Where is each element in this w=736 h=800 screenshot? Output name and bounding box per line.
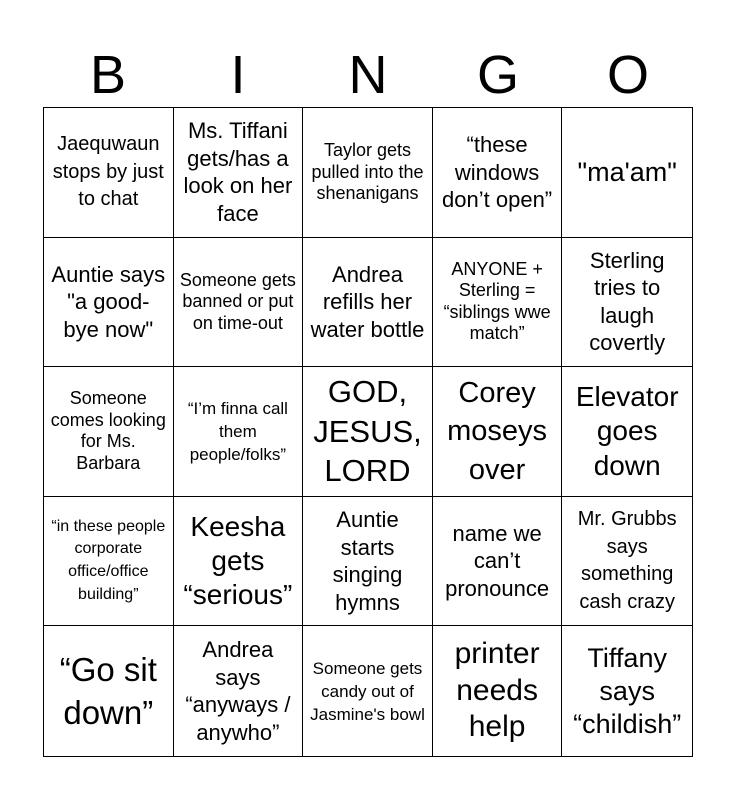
bingo-cell-r5c4[interactable]: printer needs help	[433, 626, 563, 756]
bingo-cell-r2c1[interactable]: Auntie says "a good-bye now"	[44, 238, 174, 368]
bingo-cell-r1c1[interactable]: Jaequwaun stops by just to chat	[44, 108, 174, 238]
bingo-cell-r5c3[interactable]: Someone gets candy out of Jasmine's bowl	[303, 626, 433, 756]
header-letter-n: N	[348, 45, 388, 105]
bingo-cell-r4c4[interactable]: name we can’t pronounce	[433, 497, 563, 627]
bingo-cell-r4c1[interactable]: “in these people corporate office/office building”	[44, 497, 174, 627]
bingo-header	[43, 46, 693, 104]
bingo-cell-r2c5[interactable]: Sterling tries to laugh covertly	[562, 238, 692, 368]
header-letter-g: G	[476, 45, 519, 105]
bingo-cell-r1c3[interactable]: Taylor gets pulled into the shenanigans	[303, 108, 433, 238]
bingo-cell-r4c2[interactable]: Keesha gets “serious”	[174, 497, 304, 627]
bingo-cell-r4c3[interactable]: Auntie starts singing hymns	[303, 497, 433, 627]
header-letter-o: O	[606, 45, 649, 105]
bingo-cell-r1c2[interactable]: Ms. Tiffani gets/has a look on her face	[174, 108, 304, 238]
bingo-cell-r1c5[interactable]: "ma'am"	[562, 108, 692, 238]
bingo-cell-r2c4[interactable]: ANYONE + Sterling = “siblings wwe match”	[433, 238, 563, 368]
bingo-cell-r4c5[interactable]: Mr. Grubbs says something cash crazy	[562, 497, 692, 627]
header-letter-i: I	[230, 45, 246, 105]
bingo-cell-r3c1[interactable]: Someone comes looking for Ms. Barbara	[44, 367, 174, 497]
bingo-cell-r3c5[interactable]: Elevator goes down	[562, 367, 692, 497]
bingo-cell-r3c3[interactable]: GOD, JESUS, LORD	[303, 367, 433, 497]
bingo-cell-r5c2[interactable]: Andrea says “anyways / anywho”	[174, 626, 304, 756]
bingo-cell-r2c3[interactable]: Andrea refills her water bottle	[303, 238, 433, 368]
bingo-cell-r3c4[interactable]: Corey moseys over	[433, 367, 563, 497]
bingo-cell-r2c2[interactable]: Someone gets banned or put on time-out	[174, 238, 304, 368]
bingo-cell-r3c2[interactable]: “I’m finna call them people/folks”	[174, 367, 304, 497]
bingo-cell-r5c5[interactable]: Tiffany says “childish”	[573, 642, 682, 739]
header-letter-b: B	[89, 45, 127, 105]
bingo-board	[43, 107, 693, 757]
bingo-cell-r1c4[interactable]: “these windows don’t open”	[433, 108, 563, 238]
bingo-cell-r5c1[interactable]: “Go sit down”	[44, 626, 174, 756]
